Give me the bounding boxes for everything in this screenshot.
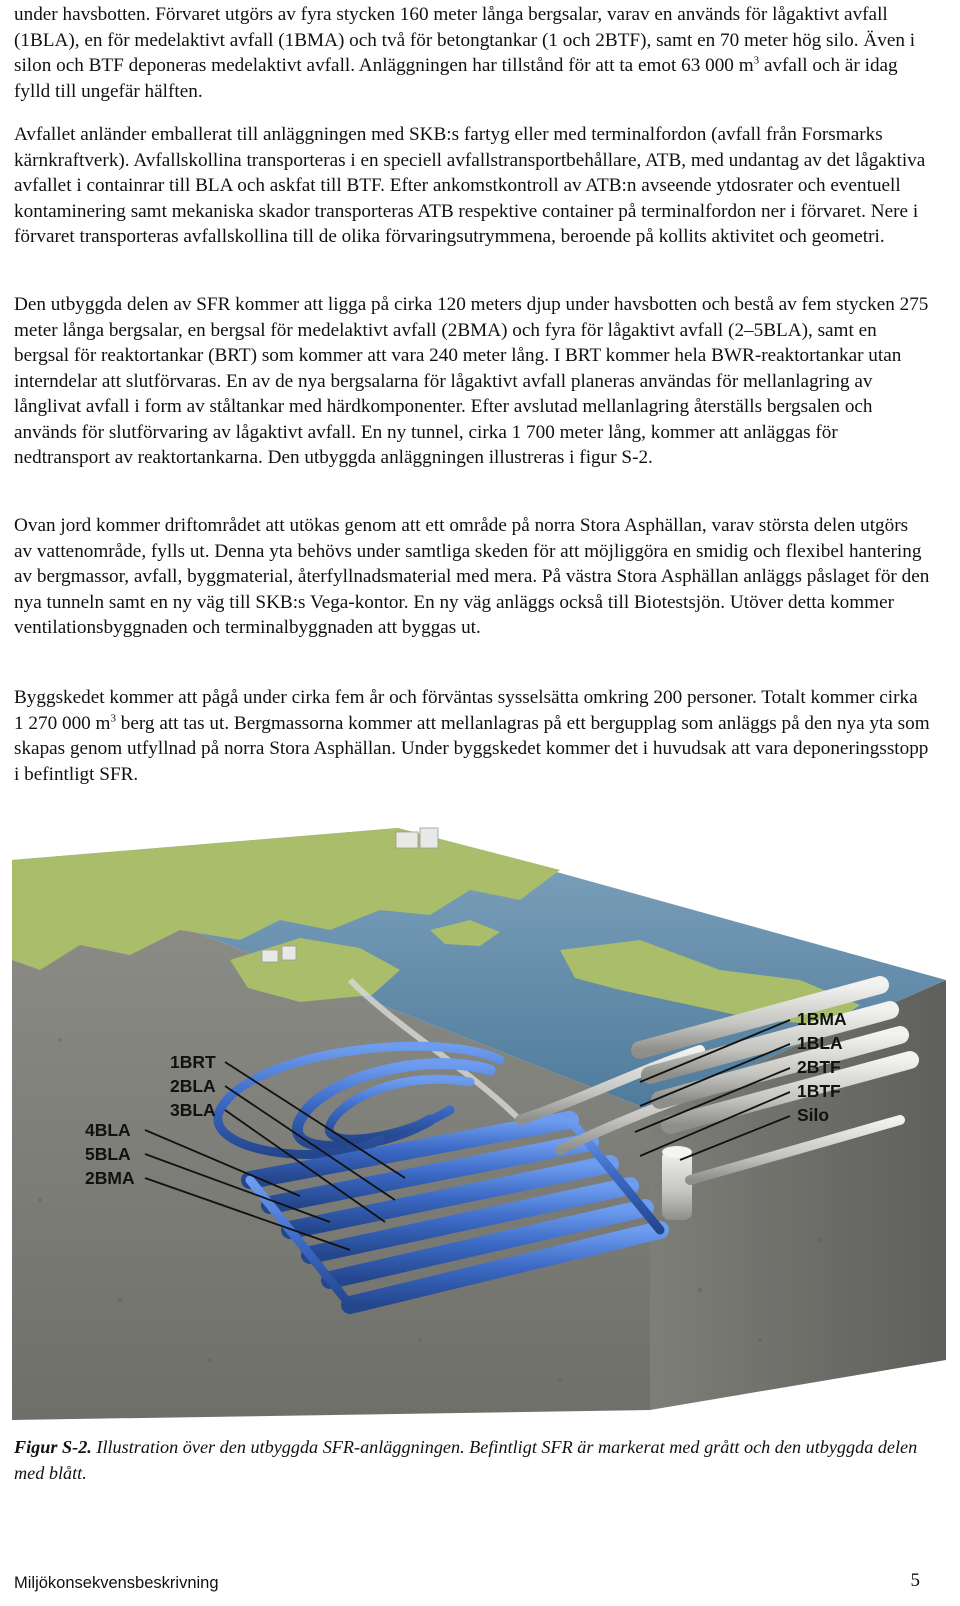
paragraph-text: Byggskedet kommer att pågå under cirka fem år och förväntas sysselsätta omkring 200 personer. Totalt kommer cirka 1 270 000 m <box>14 687 918 734</box>
footer-title: Miljökonsekvensbeskrivning <box>14 1574 219 1592</box>
paragraph-construction <box>14 685 930 787</box>
sfr-illustration-svg <box>0 820 960 1420</box>
label-2bma: 2BMA <box>85 1168 135 1188</box>
label-silo: Silo <box>797 1105 830 1125</box>
superscript: 3 <box>110 712 116 725</box>
page-number: 5 <box>910 1570 920 1591</box>
caption-label: Figur S-2. <box>14 1437 92 1457</box>
paragraph-text: avfall och är idag fylld till ungefär hälften. <box>14 55 898 102</box>
silo <box>662 1150 692 1220</box>
label-2btf: 2BTF <box>797 1057 841 1077</box>
paragraph-text: under havsbotten. Förvaret utgörs av fyra stycken 160 meter långa bergsalar, varav en används för lågaktivt avfall (1BLA), en för medelaktivt avfall (1BMA) och två för betongtankar (1 och 2BTF), samt en 70 meter hög silo. Även i silon och BTF deponeras medelaktivt avfall. Anläggningen har tillstånd för att ta emot 63 000 m <box>14 4 916 76</box>
label-1bla: 1BLA <box>797 1033 843 1053</box>
paragraph-extension: Den utbyggda delen av SFR kommer att ligga på cirka 120 meters djup under havsbotten och bestå av fem stycken 275 meter långa bergsalar, en bergsal för medelaktivt avfall (2BMA) och fyra för lågaktivt avfall (2–5BLA), samt en bergsal för reaktortankar (BRT) som kommer att vara 240 meter lång. I BRT kommer hela BWR-reaktortankar utan interndelar att slutförvaras. En av de nya bergsalarna för lågaktivt avfall planeras användas för mellanlagring av långlivat avfall i form av ståltankar med härdkomponenter. Efter avslutad mellanlagring återställs bergsalen och används för slutförvaring av lågaktivt avfall. En ny tunnel, cirka 1 700 meter lång, kommer att anläggas för nedtransport av reaktortankarna. Den utbyggda anläggningen illustreras i figur S-2. <box>14 294 929 468</box>
paragraph-text: berg att tas ut. Bergmassorna kommer att mellanlagras på ett bergupplag som anläggs på den nya yta som skapas genom utfyllnad på norra Stora Asphällan. Under byggskedet kommer det i huvudsak att vara deponeringsstopp i befintligt SFR. <box>14 712 930 785</box>
label-5bla: 5BLA <box>85 1144 131 1164</box>
label-1bma: 1BMA <box>797 1009 847 1029</box>
paragraph-waste-transport: Avfallet anländer emballerat till anläggningen med SKB:s fartyg eller med terminalfordon (avfall från Forsmarks kärnkraftverk). Avfallskollina transporteras i en speciell avfallstransportbehållare, ATB, med undantag av det lågaktiva avfallet i containrar till BLA och askfat till BTF. Efter ankomstkontroll av ATB:n avseende ytdosrater och eventuell kontaminering samt mekaniska skador transporteras ATB respektive container på terminalfordon ner i förvaret. Nere i förvaret transporteras avfallskollina till de olika förvaringsutrymmena, beroende på kollits aktivitet och geometri. <box>14 124 926 247</box>
sfr-illustration <box>0 820 960 1420</box>
paragraph-existing-sfr <box>14 2 930 104</box>
superscript: 3 <box>753 54 760 67</box>
figure-caption <box>14 1434 930 1486</box>
caption-text: Illustration över den utbyggda SFR-anläggningen. Befintligt SFR är markerat med grått och den utbyggda delen med blått. <box>14 1437 918 1483</box>
label-4bla: 4BLA <box>85 1120 131 1140</box>
label-2bla: 2BLA <box>170 1076 216 1096</box>
label-1btf: 1BTF <box>797 1081 841 1101</box>
label-1brt: 1BRT <box>170 1052 216 1072</box>
label-3bla: 3BLA <box>170 1100 216 1120</box>
paragraph-above-ground: Ovan jord kommer driftområdet att utökas genom att ett område på norra Stora Asphällan, varav största delen utgörs av vattenområde, fylls ut. Denna yta behövs under samtliga skeden för att möjliggöra en smidig och flexibel hantering av bergmassor, avfall, byggmaterial, återfyllnadsmaterial med mera. På västra Stora Asphällan anläggs påslaget för den nya tunneln samt en ny väg till SKB:s Vega-kontor. En ny väg anläggs också till Biotestsjön. Utöver detta kommer ventilationsbyggnaden och terminalbyggnaden att byggas ut. <box>14 515 930 638</box>
